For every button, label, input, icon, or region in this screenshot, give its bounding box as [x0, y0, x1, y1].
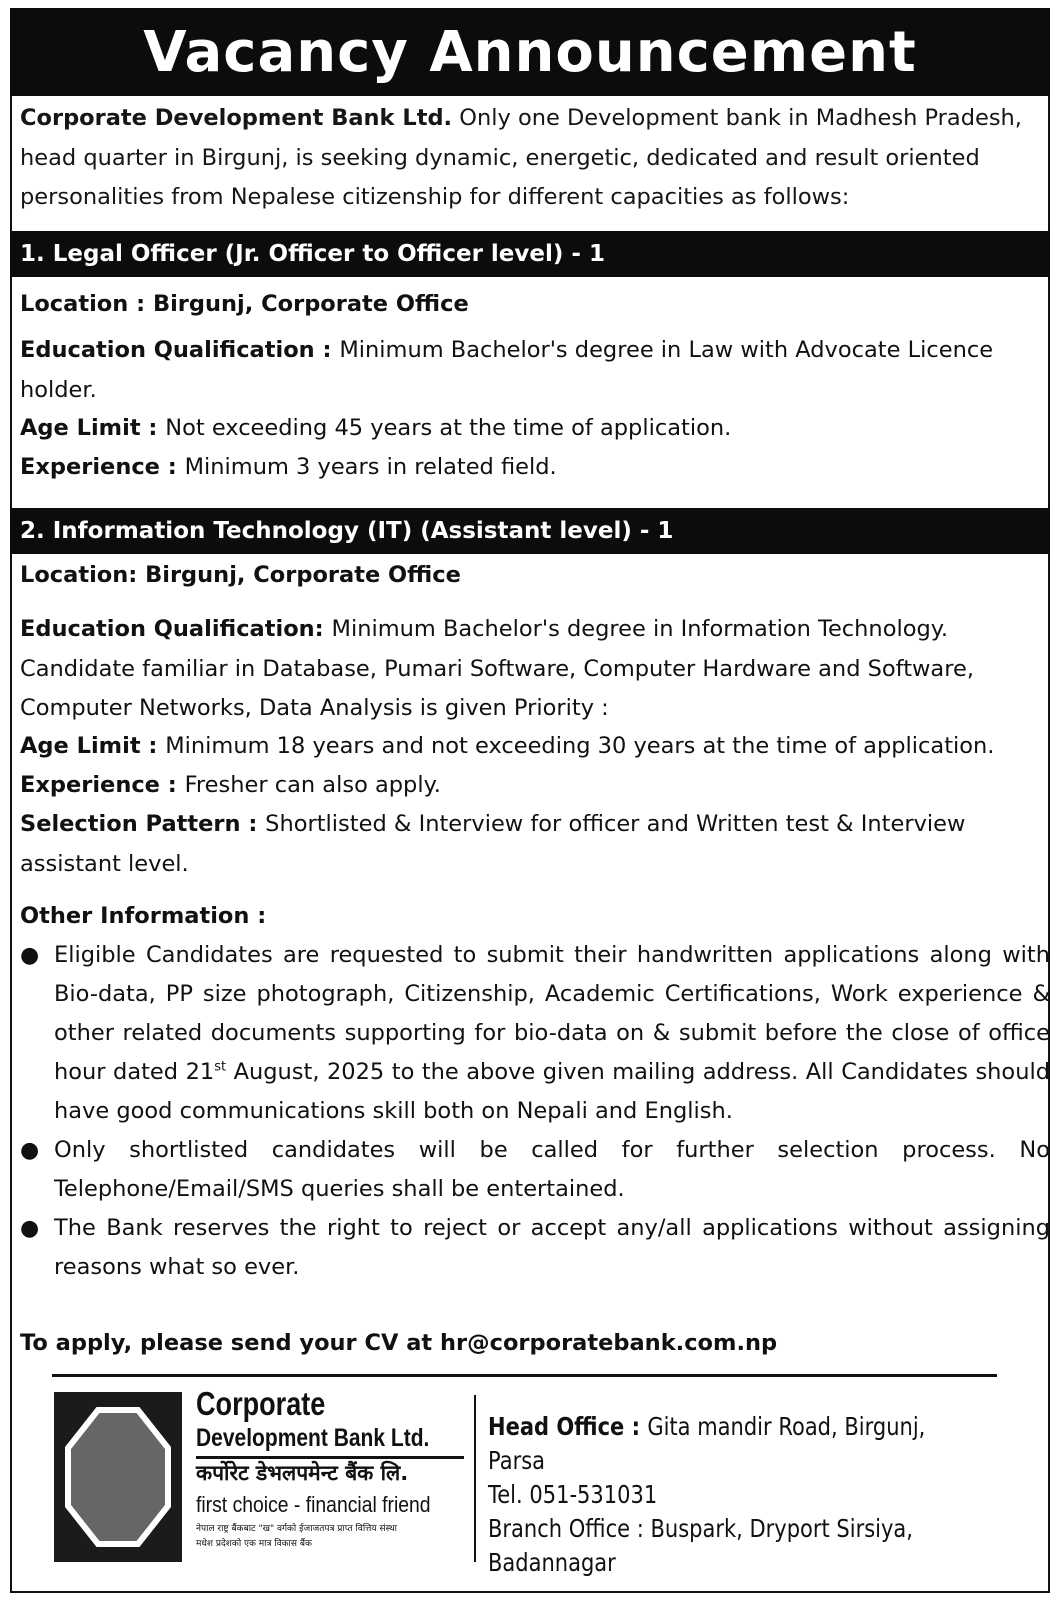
bullet-2-text: Only shortlisted candidates will be called for further selection process. No Telephone/Email/SMS queries shall be entertained.	[54, 1137, 1050, 1202]
position-1-age	[20, 409, 1050, 449]
position-2-age	[20, 727, 1050, 767]
experience-value: Minimum 3 years in related field.	[184, 454, 557, 480]
brand-tagline: first choice - financial friend	[196, 1492, 431, 1517]
education-value: Minimum Bachelor's degree in Information Technology. Candidate familiar in Database, Pumari Software, Computer Hardware and Software, Computer Networks, Data Analysis is given Priority :	[20, 616, 974, 721]
selection-label: Selection Pattern :	[20, 811, 266, 837]
position-1-experience	[20, 448, 1050, 488]
education-label: Education Qualification :	[20, 337, 340, 363]
age-label: Age Limit :	[20, 733, 166, 759]
age-value: Minimum 18 years and not exceeding 30 years at the time of application.	[165, 733, 995, 759]
position-2-selection	[20, 805, 1050, 884]
intro-paragraph	[20, 99, 1050, 218]
bullet-icon: ●	[20, 1216, 40, 1241]
position-1-education	[20, 331, 1050, 410]
bullet-icon: ●	[20, 1138, 40, 1163]
position-1-heading: 1. Legal Officer (Jr. Officer to Officer level) - 1	[10, 231, 1050, 277]
branch-office-line-2: Badannagar	[488, 1548, 616, 1577]
position-2-location	[20, 556, 1050, 596]
age-value: Not exceeding 45 years at the time of application.	[165, 415, 732, 441]
position-2-education	[20, 610, 1050, 729]
brand-license-note	[196, 1522, 466, 1552]
footer-vertical-divider	[474, 1395, 476, 1562]
footer-divider	[52, 1374, 997, 1377]
bullet-text	[54, 936, 1050, 1131]
bullet-1-text-a: Eligible Candidates are requested to submit their handwritten applications along with Bio-data, PP size photograph, Citizenship, Academic Certifications, Work experience & other related documents supporting for bio-data on & submit before the close of office hour dated 21	[54, 942, 1050, 1085]
bullet-icon: ●	[20, 943, 40, 968]
list-item	[20, 1209, 1050, 1287]
other-info-heading	[20, 897, 1050, 937]
head-office-line	[488, 1410, 958, 1478]
octagon-logo-icon	[54, 1392, 182, 1562]
bullet-3-text: The Bank reserves the right to reject or accept any/all applications without assigning reasons what so ever.	[54, 1215, 1050, 1280]
date-superscript: st	[214, 1059, 227, 1075]
other-info-title: Other Information :	[20, 903, 267, 929]
license-line-1: नेपाल राष्ट्र बैंकबाट "ख" वर्गको ईजाजतपत्र प्राप्त वित्तिय संस्था	[196, 1524, 397, 1534]
head-office-address: Gita mandir Road, Birgunj, Parsa	[488, 1412, 926, 1475]
location-value: Birgunj, Corporate Office	[145, 562, 461, 588]
branch-office-line: Branch Office : Buspark, Dryport Sirsiya,	[488, 1514, 913, 1543]
list-item	[20, 936, 1050, 1131]
telephone-line: Tel. 051-531031	[488, 1480, 658, 1509]
bank-logo	[54, 1392, 182, 1562]
bank-name: Corporate Development Bank Ltd.	[20, 105, 453, 131]
brand-name-nepali: कर्पोरेट डेभलपमेन्ट बैंक लि.	[196, 1461, 409, 1485]
intro-text: Only one Development bank in Madhesh Pradesh, head quarter in Birgunj, is seeking dynamic, energetic, dedicated and result oriented personalities from Nepalese citizenship for different capacities as follows:	[20, 105, 1022, 210]
location-label: Location :	[20, 291, 153, 317]
experience-value: Fresher can also apply.	[184, 772, 441, 798]
experience-label: Experience :	[20, 772, 185, 798]
education-value: Minimum Bachelor's degree in Law with Advocate Licence holder.	[20, 337, 994, 403]
brand-name-line2: Development Bank Ltd.	[196, 1424, 430, 1452]
page-title: Vacancy Announcement	[10, 8, 1050, 96]
age-label: Age Limit :	[20, 415, 166, 441]
experience-label: Experience :	[20, 454, 185, 480]
education-label: Education Qualification:	[20, 616, 332, 642]
list-item	[20, 1131, 1050, 1209]
apply-text: To apply, please send your CV at hr@corporatebank.com.np	[20, 1330, 778, 1356]
other-info-list	[20, 936, 1050, 1287]
position-2-experience	[20, 766, 1050, 806]
license-line-2: मधेश प्रदेशको एक मात्र विकास बैंक	[196, 1539, 312, 1549]
bullet-1-text-b: August, 2025 to the above given mailing address. All Candidates should have good communications skill both on Nepali and English.	[54, 1059, 1050, 1124]
location-value: Birgunj, Corporate Office	[152, 291, 469, 317]
position-2-heading: 2. Information Technology (IT) (Assistant level) - 1	[10, 508, 1050, 554]
head-office-label: Head Office :	[488, 1412, 648, 1441]
contact-block	[488, 1410, 958, 1580]
position-1-location	[20, 285, 1050, 325]
apply-line	[20, 1324, 1050, 1364]
brand-name-line1: Corporate	[196, 1385, 326, 1422]
selection-value: Shortlisted & Interview for officer and Written test & Interview assistant level.	[20, 811, 966, 877]
location-label: Location:	[20, 562, 146, 588]
